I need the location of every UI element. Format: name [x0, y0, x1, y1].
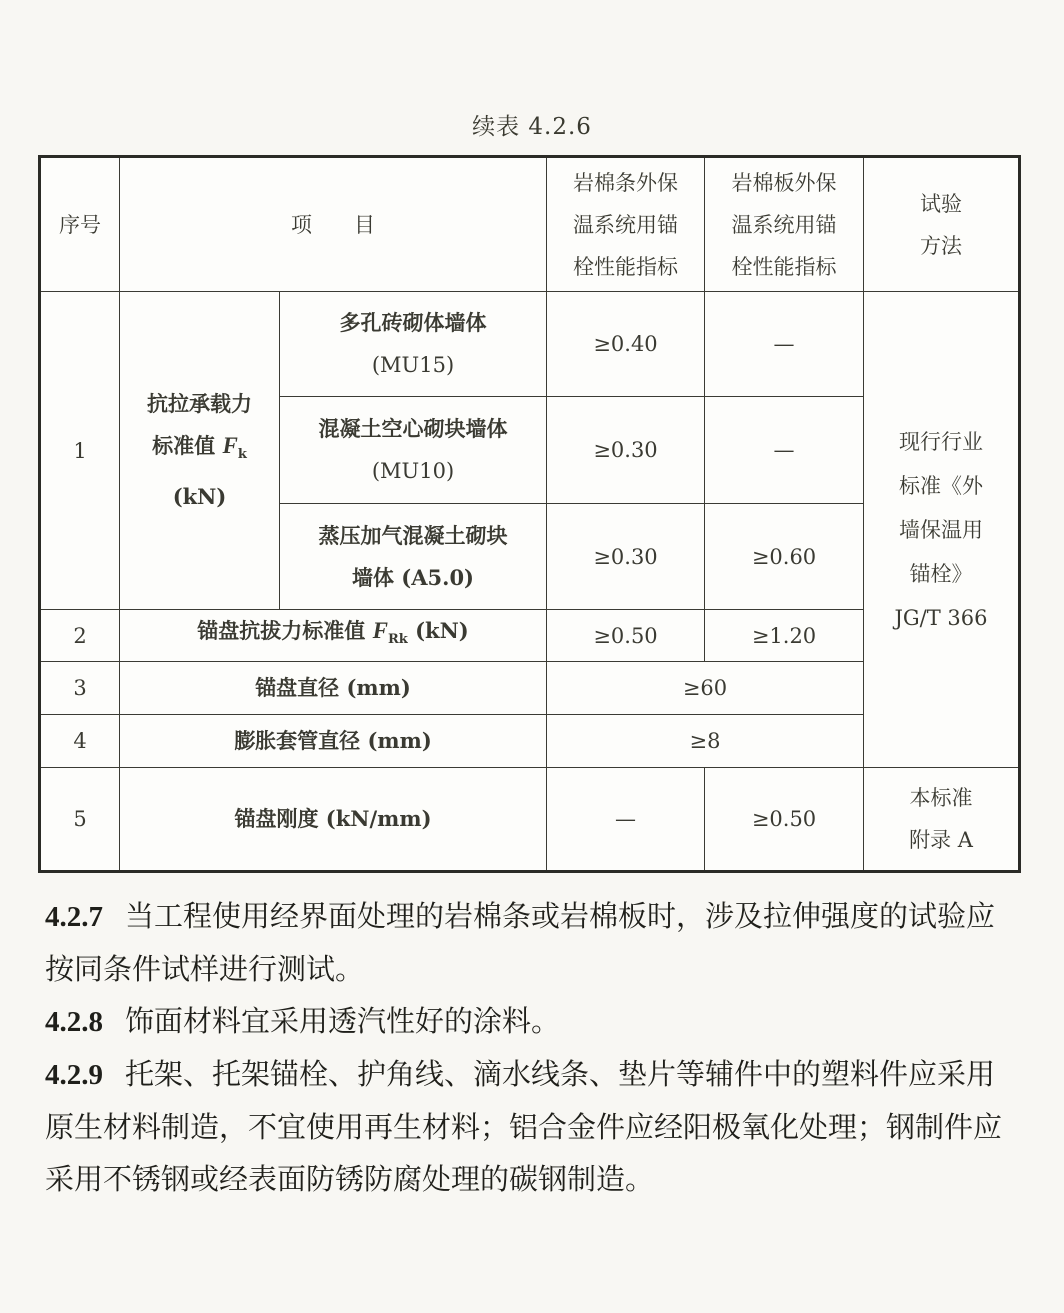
board-value: ≥0.50	[705, 768, 864, 872]
method-line: 附录 A	[909, 828, 973, 852]
symbol-sub: k	[237, 447, 247, 462]
clause-4-2-7	[45, 890, 1020, 995]
strip-value: ≥0.40	[547, 292, 705, 397]
header-strip-line: 温系统用锚	[573, 212, 678, 237]
board-value: —	[705, 397, 864, 504]
row-item	[120, 610, 547, 662]
substrate-cell	[280, 292, 547, 397]
header-seq: 序号	[40, 157, 120, 292]
substrate-cell	[280, 504, 547, 610]
method-appendix	[864, 768, 1020, 872]
symbol: F	[222, 433, 238, 458]
board-value: —	[705, 292, 864, 397]
clause-number: 4.2.9	[45, 1059, 103, 1091]
substrate-line: 蒸压加气混凝土砌块	[318, 522, 508, 548]
clauses	[45, 890, 1020, 1205]
row-seq: 2	[40, 610, 120, 662]
item-text: 标准值	[152, 433, 223, 458]
row-item: 锚盘直径 (mm)	[120, 662, 547, 715]
header-item: 项 目	[120, 157, 547, 292]
item-line: (kN)	[172, 484, 227, 509]
method-line: 标准《外	[899, 473, 983, 498]
method-jgt366	[864, 292, 1020, 768]
table-caption: 续表 4.2.6	[472, 114, 592, 140]
board-value: ≥1.20	[705, 610, 864, 662]
method-line: 墙保温用	[899, 517, 983, 542]
board-value: ≥0.60	[705, 504, 864, 610]
item-text: 锚盘抗拔力标准值	[197, 618, 373, 643]
row-seq: 3	[40, 662, 120, 715]
header-strip	[547, 157, 705, 292]
clause-number: 4.2.8	[45, 1006, 103, 1038]
row-item: 锚盘刚度 (kN/mm)	[120, 768, 547, 872]
method-line: 锚栓》	[909, 561, 973, 586]
clause-text: 当工程使用经界面处理的岩棉条或岩棉板时，涉及拉伸强度的试验应按同条件试样进行测试。	[45, 899, 996, 986]
substrate-line: 墙体 (A5.0)	[351, 564, 474, 590]
method-line: 现行行业	[899, 429, 983, 454]
row-seq: 1	[40, 292, 120, 610]
clause-text: 托架、托架锚栓、护角线、滴水线条、垫片等辅件中的塑料件应采用原生材料制造，不宜使用再生材料；铝合金件应经阳极氧化处理；钢制件应采用不锈钢或经表面防锈防腐处理的碳钢制造。	[45, 1057, 1003, 1196]
item-line	[124, 425, 275, 476]
symbol-sub: Rk	[387, 632, 408, 647]
substrate-line: 多孔砖砌体墙体	[339, 310, 487, 335]
header-method	[864, 157, 1020, 292]
row-seq: 5	[40, 768, 120, 872]
row-seq: 4	[40, 715, 120, 768]
table-row	[40, 768, 1020, 872]
strip-value: ≥0.50	[547, 610, 705, 662]
header-board	[705, 157, 864, 292]
substrate-line: 混凝土空心砌块墙体	[318, 416, 508, 441]
header-board-line: 岩棉板外保	[731, 170, 837, 195]
combined-value: ≥8	[547, 715, 864, 768]
header-method-line: 试验	[920, 191, 962, 216]
method-line: JG/T 366	[894, 605, 988, 630]
substrate-line: (MU15)	[371, 353, 455, 377]
strip-value: ≥0.30	[547, 504, 705, 610]
substrate-line: (MU10)	[371, 459, 455, 483]
combined-value: ≥60	[547, 662, 864, 715]
symbol: F	[372, 618, 388, 643]
row-item: 膨胀套管直径 (mm)	[120, 715, 547, 768]
row-item-tensile	[120, 292, 280, 610]
strip-value: —	[547, 768, 705, 872]
clause-4-2-9	[45, 1048, 1020, 1205]
clause-text: 饰面材料宜采用透汽性好的涂料。	[125, 1004, 561, 1038]
clause-number: 4.2.7	[45, 901, 103, 933]
method-line: 本标准	[909, 786, 973, 810]
header-method-line: 方法	[920, 233, 962, 258]
anchor-performance-table	[38, 155, 1021, 873]
table-header-row	[40, 157, 1020, 292]
clause-4-2-8	[45, 995, 1020, 1048]
header-strip-line: 栓性能指标	[573, 254, 678, 279]
item-unit: (kN)	[407, 618, 469, 643]
table-row	[40, 292, 1020, 397]
header-board-line: 温系统用锚	[731, 212, 837, 237]
header-strip-line: 岩棉条外保	[573, 170, 678, 195]
header-board-line: 栓性能指标	[731, 254, 837, 279]
strip-value: ≥0.30	[547, 397, 705, 504]
item-line: 抗拉承载力	[147, 391, 252, 416]
substrate-cell	[280, 397, 547, 504]
